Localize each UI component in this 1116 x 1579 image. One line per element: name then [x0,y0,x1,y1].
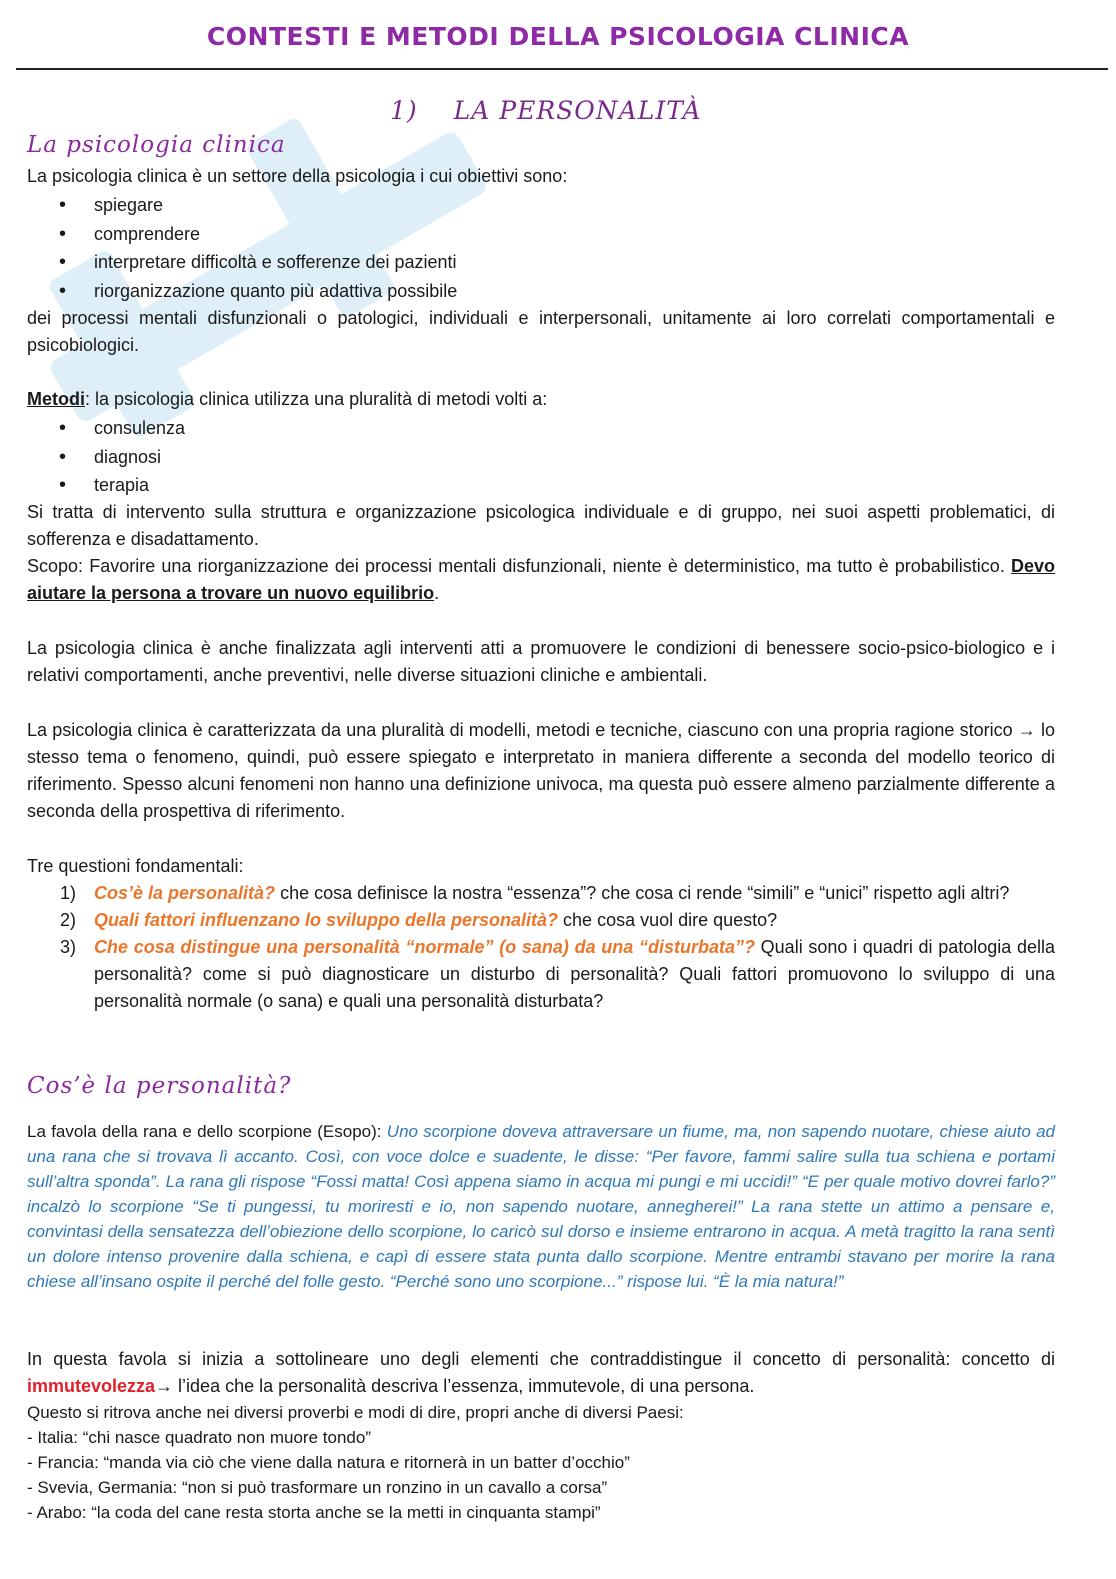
item-number: 1) [60,883,77,903]
list-item: • terapia [27,471,185,500]
intro-paragraph: La psicologia clinica è un settore della psicologia i cui obiettivi sono: [27,166,568,186]
intervention-paragraph: Si tratta di intervento sulla struttura e organizzazione psicologica individuale e di gruppo, nei suoi aspetti problematici, di sofferenza e disadattamento. [27,502,1055,549]
header-title: CONTESTI E METODI DELLA PSICOLOGIA CLINICA [206,22,910,51]
modelli-paragraph [27,717,1055,825]
item-number: 3) [60,937,77,957]
concetto-keyword: immutevolezza [27,1376,156,1396]
list-item: • consulenza [27,414,185,443]
concetto-paragraph [27,1346,1055,1400]
question-rest: che cosa vuol dire questo? [558,910,778,930]
favola-paragraph [27,1119,1055,1294]
favola-intro: La favola della rana e dello scorpione (Esopo): [27,1122,387,1141]
proverbio-germania: - Svevia, Germania: “non si può trasformare un ronzino in un cavallo a corsa” [27,1478,608,1497]
proverbio-italia: - Italia: “chi nasce quadrato non muore tondo” [27,1428,371,1447]
scopo-text: Scopo: Favorire una riorganizzazione dei processi mentali disfunzionali, niente è deterministico, ma tutto è probabilistico. [27,556,1011,576]
proverbi-intro: Questo si ritrova anche nei diversi proverbi e modi di dire, propri anche di diversi Paesi: [27,1403,684,1422]
metodi-intro-text: : la psicologia clinica utilizza una pluralità di metodi volti a: [85,389,548,409]
section-heading-psicologia-clinica: La psicologia clinica [27,132,286,158]
question-highlight: Cos’è la personalità? [94,883,276,903]
list-item: • spiegare [27,191,457,220]
scopo-end: . [434,583,440,603]
chapter-number: 1) [390,96,418,125]
arrow-icon: → [155,1376,174,1396]
question-rest: Quali sono i quadri di patologia della personalità? come si può diagnosticare un disturbo di personalità? Quali fattori promuovono lo sviluppo di una personalità normale (o sana) e quali una personalità disturbata? [94,937,1055,1011]
list-item [27,934,1055,1015]
chapter-title [390,96,702,125]
processes-paragraph: dei processi mentali disfunzionali o patologici, individuali e interpersonali, unitamente ai loro correlati comportamentali e psicobiologici. [27,308,1055,355]
objectives-list [27,191,457,305]
concetto-rest: l’idea che la personalità descriva l’essenza, immutevole, di una persona. [173,1376,755,1396]
list-item [27,907,1055,934]
question-highlight: Quali fattori influenzano lo sviluppo della personalità? [94,910,559,930]
chapter-name: LA PERSONALITÀ [453,96,702,125]
item-number: 2) [60,910,77,930]
proverbio-francia: - Francia: “manda via ciò che viene dalla natura e ritornerà in un batter d’occhio” [27,1453,630,1472]
modelli-start: La psicologia clinica è caratterizzata da una pluralità di modelli, metodi e tecniche, ciascuno con una propria ragione storico [27,720,1018,740]
questioni-list [27,880,1055,1015]
questioni-intro: Tre questioni fondamentali: [27,856,244,876]
arrow-icon: → [1017,720,1036,740]
scopo-paragraph [27,553,1055,607]
list-item: • riorganizzazione quanto più adattiva possibile [27,277,457,306]
list-item: • diagnosi [27,443,185,472]
question-rest: che cosa definisce la nostra “essenza”? che cosa ci rende “simili” e “unici” rispetto agli altri? [275,883,1010,903]
concetto-start: In questa favola si inizia a sottolineare uno degli elementi che contraddistingue il concetto di personalità: concetto di [27,1349,1055,1369]
list-item: • interpretare difficoltà e sofferenze dei pazienti [27,248,457,277]
metodi-intro [27,386,1055,413]
section-heading-personalita: Cos’è la personalità? [27,1073,292,1099]
proverbio-arabo: - Arabo: “la coda del cane resta storta anche se la metti in cinquanta stampi” [27,1503,601,1522]
benessere-paragraph: La psicologia clinica è anche finalizzata agli interventi atti a promuovere le condizioni di benessere socio-psico-biologico e i relativi comportamenti, anche preventivi, nelle diverse situazioni cliniche e ambientali. [27,638,1055,685]
metodi-label: Metodi [27,389,85,409]
scopo-emphasis: Devo aiutare la persona a trovare un nuovo equilibrio [27,556,1055,603]
modelli-rest: lo stesso tema o fenomeno, quindi, può essere spiegato e interpretato in maniera differente a seconda del modello teorico di riferimento. Spesso alcuni fenomeni non hanno una definizione univoca, ma questa può essere almeno parzialmente differente a seconda della prospettiva di riferimento. [27,720,1055,821]
question-highlight: Che cosa distingue una personalità “normale” (o sana) da una “disturbata”? [94,937,755,957]
methods-list [27,414,185,500]
header-divider [16,68,1108,70]
list-item: • comprendere [27,220,457,249]
list-item [27,880,1055,907]
favola-text: Uno scorpione doveva attraversare un fiume, ma, non sapendo nuotare, chiese aiuto ad una rana che si trovava lì accanto. Così, con voce dolce e suadente, le disse: “Per favore, fammi salire sulla tua schiena e portami sull’altra sponda”. La rana gli rispose “Fossi matta! Così appena siamo in acqua mi pungi e mi uccidi!” “E per quale motivo dovrei farlo?” incalzò lo scorpione “Se ti pungessi, tu moriresti e io, non sapendo nuotare, annegherei!” La rana stette un attimo a pensare e, convintasi della sensatezza dell’obiezione dello scorpione, lo caricò sul dorso e insieme entrarono in acqua. A metà tragitto la rana sentì un dolore intenso provenire dalla schiena, e capì di essere stata punta dallo scorpione. Mentre entrambi stavano per morire la rana chiese all’insano ospite il perché del folle gesto. “Perché sono uno scorpione...” rispose lui. “È la mia natura!” [27,1122,1055,1291]
